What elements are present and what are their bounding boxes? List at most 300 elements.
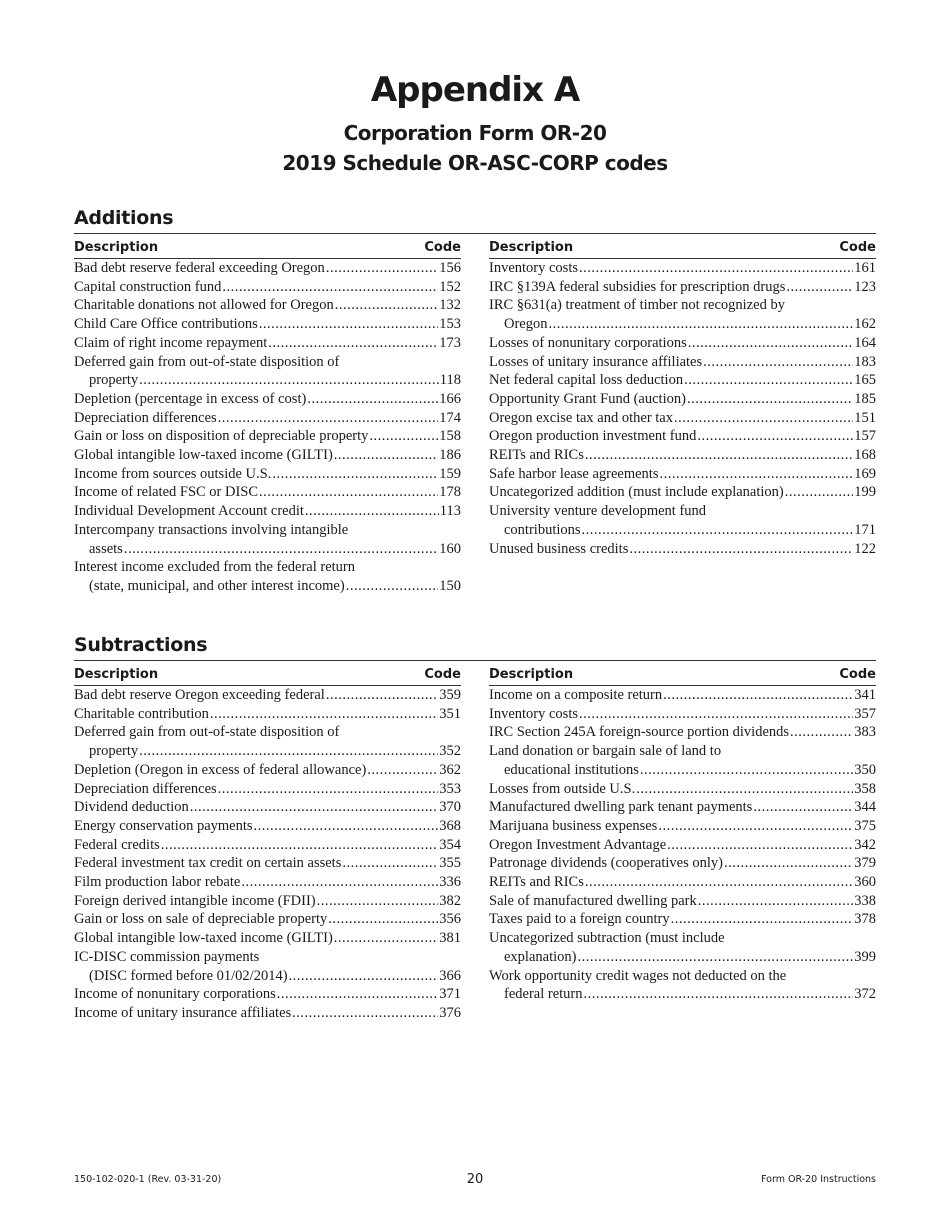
entry-code: 356	[439, 911, 461, 928]
entry-line	[74, 521, 461, 540]
code-entry	[489, 371, 876, 390]
entry-description: IRC §139A federal subsidies for prescription drugs	[489, 278, 786, 295]
dot-leader	[753, 798, 853, 817]
entry-description: IC-DISC commission payments	[74, 948, 260, 965]
entry-line	[489, 371, 876, 390]
entry-line	[74, 558, 461, 577]
dot-leader	[218, 780, 439, 799]
entry-line	[74, 465, 461, 484]
entry-code: 358	[854, 780, 876, 797]
code-entry	[489, 353, 876, 372]
entry-line	[74, 502, 461, 521]
entry-line	[74, 334, 461, 353]
entry-code: 350	[854, 761, 876, 778]
dot-leader	[684, 371, 853, 390]
form-subtitle: Corporation Form OR-20	[343, 121, 607, 145]
entry-description: Global intangible low-taxed income (GILTI)	[74, 930, 333, 947]
entry-line	[489, 873, 876, 892]
dot-leader	[687, 390, 853, 409]
dot-leader	[289, 967, 439, 986]
entry-line	[489, 465, 876, 484]
entry-description: Uncategorized subtraction (must include	[489, 930, 725, 947]
entry-description: (state, municipal, and other interest income)	[89, 577, 345, 594]
code-entry	[489, 742, 876, 779]
dot-leader	[579, 259, 853, 278]
dot-leader	[724, 854, 853, 873]
dot-leader	[579, 705, 853, 724]
dot-leader	[667, 836, 853, 855]
entry-description: Deferred gain from out-of-state disposition of	[74, 353, 340, 370]
additions-right-list	[489, 259, 876, 558]
entry-line	[489, 817, 876, 836]
entry-description: Oregon excise tax and other tax	[489, 409, 673, 426]
entry-line	[74, 427, 461, 446]
entry-description: contributions	[504, 521, 581, 538]
code-entry	[74, 502, 461, 521]
entry-code: 338	[854, 892, 876, 909]
entry-code: 174	[439, 409, 461, 426]
code-entry	[74, 1004, 461, 1023]
code-entry	[74, 465, 461, 484]
entry-line	[489, 540, 876, 559]
entry-code: 162	[854, 316, 876, 333]
code-entry	[489, 465, 876, 484]
code-entry	[489, 910, 876, 929]
dot-leader	[139, 371, 439, 390]
entry-code: 357	[854, 705, 876, 722]
entry-description: Intercompany transactions involving intangible	[74, 521, 349, 538]
dot-leader	[292, 1004, 438, 1023]
dot-leader	[139, 742, 438, 761]
entry-description: University venture development fund	[489, 503, 707, 520]
entry-line	[74, 780, 461, 799]
entry-description: Gain or loss on sale of depreciable property	[74, 911, 328, 928]
dot-leader	[210, 705, 438, 724]
entry-line	[489, 910, 876, 929]
entry-code: 381	[439, 930, 461, 947]
entry-description: IRC §631(a) treatment of timber not recognized by	[489, 297, 785, 314]
dot-leader	[585, 873, 853, 892]
code-entry	[489, 723, 876, 742]
code-entry	[489, 334, 876, 353]
code-header: Code	[424, 240, 461, 255]
entry-line	[489, 948, 876, 967]
entry-line	[489, 929, 876, 948]
entry-code: 169	[854, 465, 876, 482]
entry-line	[74, 296, 461, 315]
code-entry	[489, 836, 876, 855]
entry-line	[74, 929, 461, 948]
entry-description: assets	[89, 540, 123, 557]
entry-code: 378	[854, 911, 876, 928]
code-entry	[74, 723, 461, 760]
dot-leader	[190, 798, 438, 817]
entry-code: 113	[439, 503, 461, 520]
dot-leader	[585, 446, 853, 465]
entry-description: Charitable donations not allowed for Oregon	[74, 297, 334, 314]
code-entry	[74, 780, 461, 799]
entry-code: 355	[439, 855, 461, 872]
code-entry	[74, 483, 461, 502]
entry-code: 173	[439, 334, 461, 351]
dot-leader	[790, 723, 853, 742]
dot-leader	[658, 817, 853, 836]
dot-leader	[369, 427, 438, 446]
entry-code: 372	[854, 986, 876, 1003]
code-entry	[74, 390, 461, 409]
entry-description: property	[89, 372, 139, 389]
entry-line	[489, 483, 876, 502]
entry-description: Net federal capital loss deduction	[489, 372, 684, 389]
dot-leader	[671, 910, 854, 929]
entry-line	[489, 780, 876, 799]
entry-line	[489, 761, 876, 780]
entry-description: explanation)	[504, 948, 577, 965]
entry-code: 342	[854, 836, 876, 853]
dot-leader	[268, 334, 438, 353]
entry-line	[489, 967, 876, 986]
column-header	[489, 667, 876, 686]
description-header: Description	[74, 667, 159, 682]
entry-description: Global intangible low-taxed income (GILTI)	[74, 447, 333, 464]
code-entry	[74, 409, 461, 428]
entry-description: Inventory costs	[489, 705, 578, 722]
code-entry	[489, 390, 876, 409]
additions-heading: Additions	[74, 207, 876, 234]
entry-line	[489, 296, 876, 315]
subtractions-section	[74, 634, 876, 1054]
entry-line	[489, 798, 876, 817]
entry-code: 166	[439, 390, 461, 407]
entry-description: Bad debt reserve federal exceeding Oregon	[74, 260, 325, 276]
entry-description: Income of unitary insurance affiliates	[74, 1004, 292, 1021]
column-header	[74, 240, 461, 259]
entry-code: 186	[439, 447, 461, 464]
entry-description: Marijuana business expenses	[489, 817, 658, 834]
entry-code: 360	[854, 874, 876, 891]
column-header	[489, 240, 876, 259]
entry-code: 185	[854, 390, 876, 407]
entry-line	[74, 761, 461, 780]
entry-line	[74, 705, 461, 724]
subtractions-heading: Subtractions	[74, 634, 876, 661]
entry-line	[74, 873, 461, 892]
code-entry	[74, 854, 461, 873]
entry-description: educational institutions	[504, 761, 639, 778]
dot-leader	[334, 929, 438, 948]
entry-description: Bad debt reserve Oregon exceeding federal	[74, 687, 325, 703]
entry-line	[74, 817, 461, 836]
entry-line	[489, 723, 876, 742]
page-title: Appendix A	[370, 70, 580, 110]
code-header: Code	[839, 240, 876, 255]
dot-leader	[636, 780, 853, 799]
dot-leader	[640, 761, 853, 780]
additions-left-list	[74, 259, 461, 596]
entry-code: 171	[854, 521, 876, 538]
code-entry	[74, 446, 461, 465]
entry-code: 399	[854, 948, 876, 965]
entry-code: 153	[439, 316, 461, 333]
dot-leader	[367, 761, 438, 780]
entry-code: 122	[854, 540, 876, 557]
entry-code: 366	[439, 967, 461, 984]
code-entry	[74, 910, 461, 929]
entry-line	[74, 446, 461, 465]
entry-line	[489, 334, 876, 353]
code-entry	[489, 780, 876, 799]
entry-line	[489, 390, 876, 409]
entry-description: REITs and RICs	[489, 447, 584, 464]
entry-line	[489, 353, 876, 372]
entry-description: Opportunity Grant Fund (auction)	[489, 390, 686, 407]
entry-line	[74, 540, 461, 559]
description-header: Description	[489, 240, 574, 255]
entry-code: 359	[439, 687, 461, 703]
entry-code: 152	[439, 278, 461, 295]
dot-leader	[218, 409, 439, 428]
code-entry	[74, 315, 461, 334]
code-entry	[489, 929, 876, 966]
dot-leader	[259, 315, 438, 334]
dot-leader	[326, 259, 438, 278]
code-entry	[74, 296, 461, 315]
entry-code: 159	[439, 465, 461, 482]
code-header: Code	[839, 667, 876, 682]
entry-line	[489, 854, 876, 873]
entry-line	[74, 409, 461, 428]
entry-line	[489, 409, 876, 428]
entry-code: 123	[854, 278, 876, 295]
entry-description: federal return	[504, 986, 583, 1003]
entry-description: Losses of nonunitary corporations	[489, 334, 687, 351]
dot-leader	[241, 873, 438, 892]
entry-code: 178	[439, 484, 461, 501]
entry-line	[489, 705, 876, 724]
entry-description: Capital construction fund	[74, 278, 222, 295]
code-entry	[74, 892, 461, 911]
entry-code: 164	[854, 334, 876, 351]
code-entry	[74, 836, 461, 855]
document-name: Form OR-20 Instructions	[761, 1174, 876, 1185]
additions-section	[74, 207, 876, 607]
code-entry	[489, 427, 876, 446]
entry-line	[489, 521, 876, 540]
entry-description: Film production labor rebate	[74, 874, 241, 891]
code-entry	[489, 446, 876, 465]
entry-description: Losses of unitary insurance affiliates	[489, 353, 703, 370]
dot-leader	[549, 315, 854, 334]
code-entry	[74, 705, 461, 724]
dot-leader	[342, 854, 438, 873]
entry-line	[489, 259, 876, 278]
dot-leader	[326, 686, 438, 705]
dot-leader	[688, 334, 854, 353]
entry-description: Claim of right income repayment	[74, 334, 268, 351]
code-entry	[489, 854, 876, 873]
entry-code: 150	[439, 577, 461, 594]
entry-line	[489, 502, 876, 521]
entry-description: Individual Development Account credit	[74, 503, 304, 520]
entry-description: Income on a composite return	[489, 687, 663, 703]
entry-description: Sale of manufactured dwelling park	[489, 892, 697, 909]
entry-code: 352	[439, 743, 461, 760]
dot-leader	[786, 278, 853, 297]
entry-line	[489, 427, 876, 446]
dot-leader	[272, 465, 438, 484]
dot-leader	[697, 427, 853, 446]
subtractions-right-column	[489, 667, 876, 1004]
entry-description: Child Care Office contributions	[74, 316, 258, 333]
dot-leader	[317, 892, 439, 911]
entry-line	[74, 686, 461, 705]
entry-description: Patronage dividends (cooperatives only)	[489, 855, 723, 872]
entry-code: 160	[439, 540, 461, 557]
entry-code: 336	[439, 874, 461, 891]
dot-leader	[785, 483, 854, 502]
entry-code: 375	[854, 817, 876, 834]
dot-leader	[703, 353, 853, 372]
code-entry	[74, 558, 461, 595]
dot-leader	[584, 985, 854, 1004]
dot-leader	[124, 540, 438, 559]
code-entry	[489, 502, 876, 539]
entry-description: Income from sources outside U.S.	[74, 465, 272, 482]
entry-code: 382	[439, 892, 461, 909]
entry-line	[489, 985, 876, 1004]
code-entry	[74, 278, 461, 297]
code-entry	[74, 817, 461, 836]
entry-description: Unused business credits	[489, 540, 629, 557]
entry-description: Income of related FSC or DISC	[74, 484, 259, 501]
entry-line	[74, 723, 461, 742]
entry-description: Federal investment tax credit on certain assets	[74, 855, 342, 872]
code-entry	[489, 259, 876, 278]
entry-description: Land donation or bargain sale of land to	[489, 743, 722, 760]
code-entry	[489, 686, 876, 705]
entry-description: Uncategorized addition (must include explanation)	[489, 484, 784, 501]
entry-description: Dividend deduction	[74, 799, 189, 816]
entry-code: 362	[439, 761, 461, 778]
entry-line	[74, 742, 461, 761]
entry-code: 344	[854, 799, 876, 816]
code-entry	[489, 967, 876, 1004]
entry-line	[489, 278, 876, 297]
code-entry	[74, 353, 461, 390]
entry-description: Inventory costs	[489, 260, 578, 276]
form-number: 150-102-020-1 (Rev. 03-31-20)	[74, 1174, 222, 1185]
entry-code: 376	[439, 1004, 461, 1021]
entry-description: Depreciation differences	[74, 409, 217, 426]
entry-description: Federal credits	[74, 836, 160, 853]
dot-leader	[629, 540, 853, 559]
entry-description: Gain or loss on disposition of depreciable property	[74, 428, 369, 445]
dot-leader	[307, 390, 438, 409]
code-entry	[74, 427, 461, 446]
entry-line	[74, 985, 461, 1004]
entry-line	[74, 483, 461, 502]
code-entry	[489, 705, 876, 724]
page-number: 20	[466, 1172, 484, 1187]
entry-line	[489, 686, 876, 705]
entry-description: Taxes paid to a foreign country	[489, 911, 670, 928]
dot-leader	[254, 817, 439, 836]
code-entry	[74, 929, 461, 948]
entry-code: 379	[854, 855, 876, 872]
entry-code: 353	[439, 780, 461, 797]
code-entry	[74, 686, 461, 705]
dot-leader	[277, 985, 439, 1004]
code-entry	[74, 259, 461, 278]
dot-leader	[663, 686, 853, 705]
entry-description: Energy conservation payments	[74, 817, 253, 834]
code-entry	[489, 873, 876, 892]
entry-code: 157	[854, 428, 876, 445]
dot-leader	[698, 892, 853, 911]
entry-code: 118	[439, 372, 461, 389]
entry-code: 351	[439, 705, 461, 722]
code-entry	[489, 296, 876, 333]
entry-line	[74, 910, 461, 929]
entry-code: 132	[439, 297, 461, 314]
entry-line	[74, 798, 461, 817]
schedule-subtitle: 2019 Schedule OR-ASC-CORP codes	[282, 151, 668, 175]
entry-code: 156	[439, 260, 461, 276]
additions-right-column	[489, 240, 876, 558]
entry-description: Deferred gain from out-of-state disposition of	[74, 724, 340, 741]
entry-line	[74, 259, 461, 278]
entry-description: REITs and RICs	[489, 874, 584, 891]
entry-line	[489, 892, 876, 911]
dot-leader	[305, 502, 439, 521]
entry-code: 158	[439, 428, 461, 445]
code-entry	[74, 873, 461, 892]
dot-leader	[259, 483, 438, 502]
entry-description: Oregon Investment Advantage	[489, 836, 667, 853]
entry-code: 368	[439, 817, 461, 834]
code-entry	[489, 409, 876, 428]
entry-description: Depletion (percentage in excess of cost)	[74, 390, 307, 407]
entry-description: Safe harbor lease agreements	[489, 465, 659, 482]
entry-code: 151	[854, 409, 876, 426]
code-entry	[74, 985, 461, 1004]
code-header: Code	[424, 667, 461, 682]
entry-line	[74, 371, 461, 390]
subtractions-left-column	[74, 667, 461, 1023]
entry-line	[74, 278, 461, 297]
code-entry	[489, 483, 876, 502]
entry-line	[74, 577, 461, 596]
code-entry	[74, 798, 461, 817]
code-entry	[74, 761, 461, 780]
entry-line	[74, 967, 461, 986]
dot-leader	[582, 521, 854, 540]
entry-line	[489, 446, 876, 465]
dot-leader	[346, 577, 439, 596]
description-header: Description	[489, 667, 574, 682]
entry-line	[489, 315, 876, 334]
entry-description: Oregon production investment fund	[489, 428, 697, 445]
dot-leader	[335, 296, 439, 315]
entry-code: 183	[854, 353, 876, 370]
code-entry	[74, 521, 461, 558]
entry-description: IRC Section 245A foreign-source portion dividends	[489, 724, 790, 741]
entry-line	[74, 836, 461, 855]
entry-line	[489, 836, 876, 855]
description-header: Description	[74, 240, 159, 255]
dot-leader	[222, 278, 438, 297]
entry-description: Depreciation differences	[74, 780, 217, 797]
